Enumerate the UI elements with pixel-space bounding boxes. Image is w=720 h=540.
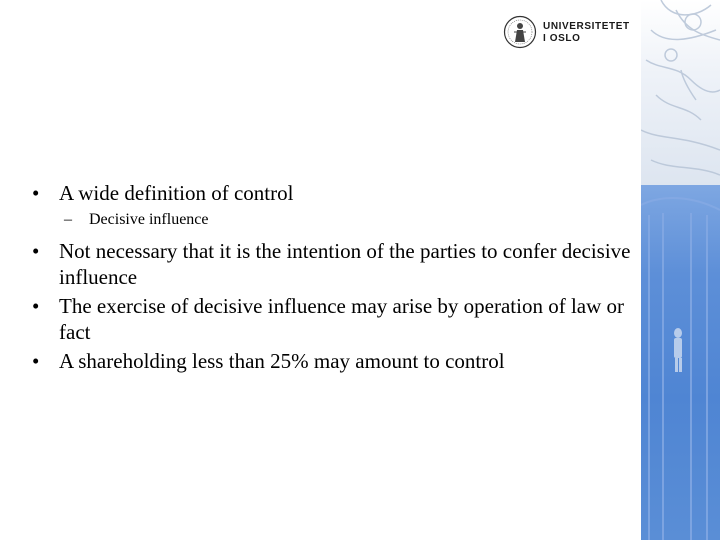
- bullet-text: The exercise of decisive influence may arise by operation of law or fact: [59, 294, 625, 344]
- bullet-dot: •: [32, 181, 40, 205]
- bullet-item: [32, 293, 632, 345]
- logo-line-2: I OSLO: [543, 33, 581, 44]
- decorative-sculpture-band: [641, 0, 720, 185]
- university-seal-icon: [503, 15, 537, 49]
- logo-text: [543, 21, 630, 45]
- bullet-item: [32, 348, 632, 374]
- sub-bullet-dash: –: [64, 211, 72, 228]
- bullet-text: A shareholding less than 25% may amount to control: [59, 349, 505, 373]
- bullet-list: [32, 180, 632, 377]
- university-logo: [503, 15, 643, 51]
- bullet-item: [32, 180, 632, 206]
- sculpture-head-icon: [641, 0, 720, 185]
- bullet-text: A wide definition of control: [59, 181, 294, 205]
- pillar-pattern-icon: [641, 185, 720, 540]
- bullet-dot: •: [32, 239, 40, 263]
- logo-line-1: UNIVERSITETET: [543, 21, 630, 32]
- bullet-dot: •: [32, 294, 40, 318]
- sub-bullet-text: Decisive influence: [89, 211, 209, 228]
- bullet-text: Not necessary that it is the intention of the parties to confer decisive influence: [59, 239, 631, 289]
- bullet-item: [32, 238, 632, 290]
- sub-bullet-item: [32, 210, 632, 230]
- decorative-blue-band: [641, 185, 720, 540]
- bullet-dot: •: [32, 349, 40, 373]
